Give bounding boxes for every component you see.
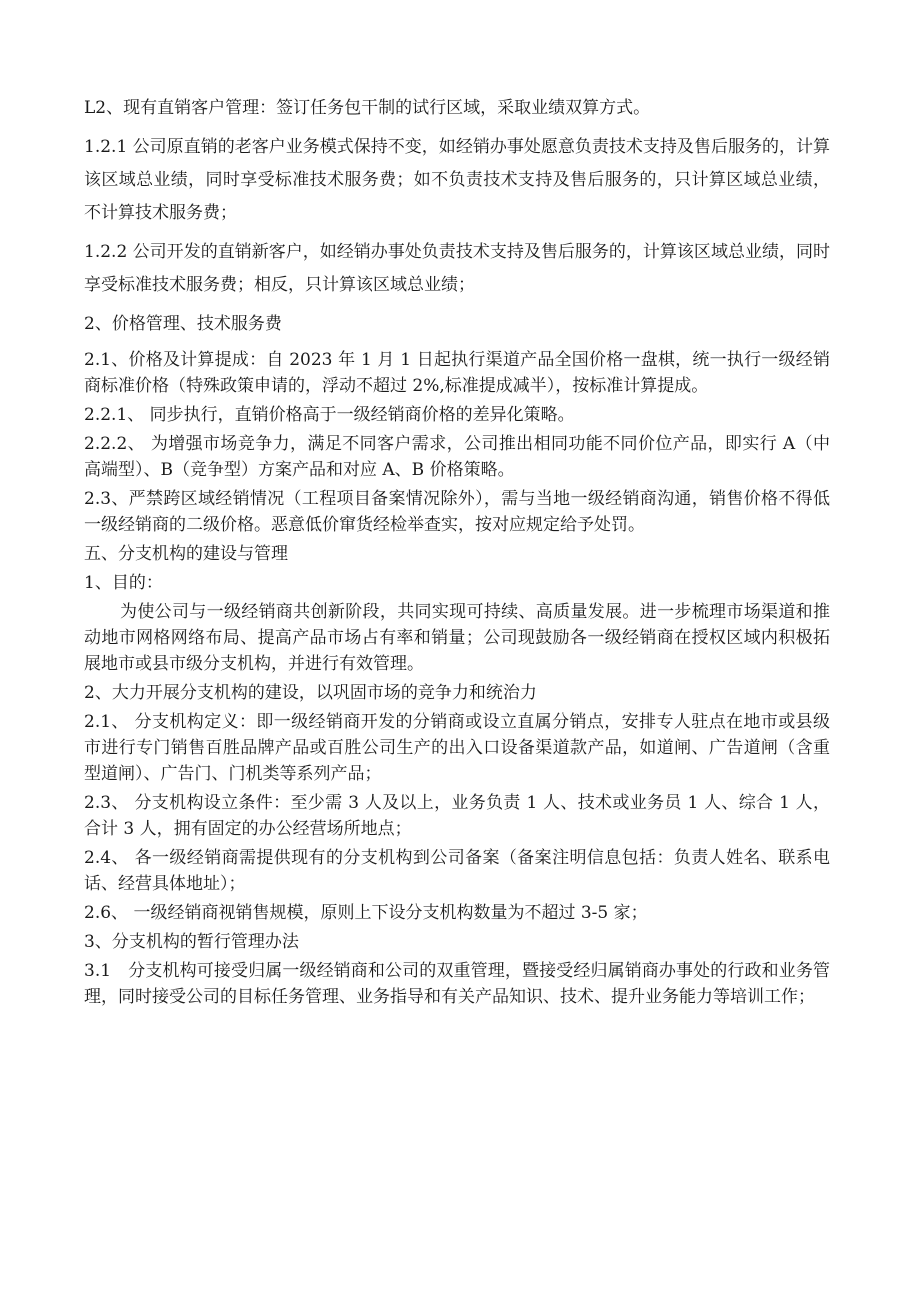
paragraph-branch-2-6: 2.6、 一级经销商视销售规模，原则上下设分支机构数量为不超过 3-5 家； [84,903,648,923]
paragraph-1-2-2: 1.2.2 公司开发的直销新客户，如经销办事处负责技术支持及售后服务的，计算该区域总业绩，同时享受标准技术服务费；相反，只计算该区域总业绩； [84,242,830,295]
subheading-purpose: 1、目的： [84,573,163,593]
section-heading-price-management: 2、价格管理、技术服务费 [84,314,282,334]
paragraph-purpose-body: 为使公司与一级经销商共创新阶段，共同实现可持续、高质量发展。进一步梳理市场渠道和推动地市网格网络布局、提高产品市场占有率和销量；公司现鼓励各一级经销商在授权区域内积极拓展地市或县市级分支机构，并进行有效管理。 [84,602,830,674]
paragraph-branch-2-3: 2.3、 分支机构设立条件：至少需 3 人及以上，业务负责 1 人、技术或业务员 1 人、综合 1 人，合计 3 人，拥有固定的办公经营场所地点； [84,793,830,839]
paragraph-2-2-1: 2.2.1、 同步执行，直销价格高于一级经销商价格的差异化策略。 [84,405,575,425]
paragraph-branch-2-4: 2.4、 各一级经销商需提供现有的分支机构到公司备案（备案注明信息包括：负责人姓名、联系电话、经营具体地址）； [84,848,830,894]
subheading-branch-construction: 2、大力开展分支机构的建设，以巩固市场的竞争力和统治力 [84,683,537,703]
subheading-interim-management: 3、分支机构的暂行管理办法 [84,932,299,952]
paragraph-branch-2-1: 2.1、 分支机构定义：即一级经销商开发的分销商或设立直属分销点，安排专人驻点在地市或县级市进行专门销售百胜品牌产品或百胜公司生产的出入口设备渠道款产品，如道闸、广告道闸（含重型道闸）、广告门、门机类等系列产品； [84,712,830,784]
document-body [84,92,830,1013]
paragraph-1-2-1: 1.2.1 公司原直销的老客户业务模式保持不变，如经销办事处愿意负责技术支持及售后服务的，计算该区域总业绩，同时享受标准技术服务费；如不负责技术支持及售后服务的，只计算区域总业绩，不计算技术服务费； [84,137,830,223]
paragraph-3-1: 3.1 分支机构可接受归属一级经销商和公司的双重管理，暨接受经归属销商办事处的行政和业务管理，同时接受公司的目标任务管理、业务指导和有关产品知识、技术、提升业务能力等培训工作； [84,961,830,1007]
paragraph-2-2-2: 2.2.2、 为增强市场竞争力，满足不同客户需求，公司推出相同功能不同价位产品，即实行 A（中高端型）、B（竞争型）方案产品和对应 A、B 价格策略。 [84,434,830,480]
section-heading-branch-offices: 五、分支机构的建设与管理 [84,544,288,564]
paragraph-direct-sales-heading: L2、现有直销客户管理：签订任务包干制的试行区域，采取业绩双算方式。 [84,98,651,118]
paragraph-2-3: 2.3、严禁跨区域经销情况（工程项目备案情况除外），需与当地一级经销商沟通，销售价格不得低一级经销商的二级价格。恶意低价窜货经检举查实，按对应规定给予处罚。 [84,489,830,535]
paragraph-2-1: 2.1、价格及计算提成：自 2023 年 1 月 1 日起执行渠道产品全国价格一盘棋，统一执行一级经销商标准价格（特殊政策申请的，浮动不超过 2%,标准提成减半），按标准计算提成。 [84,350,830,396]
